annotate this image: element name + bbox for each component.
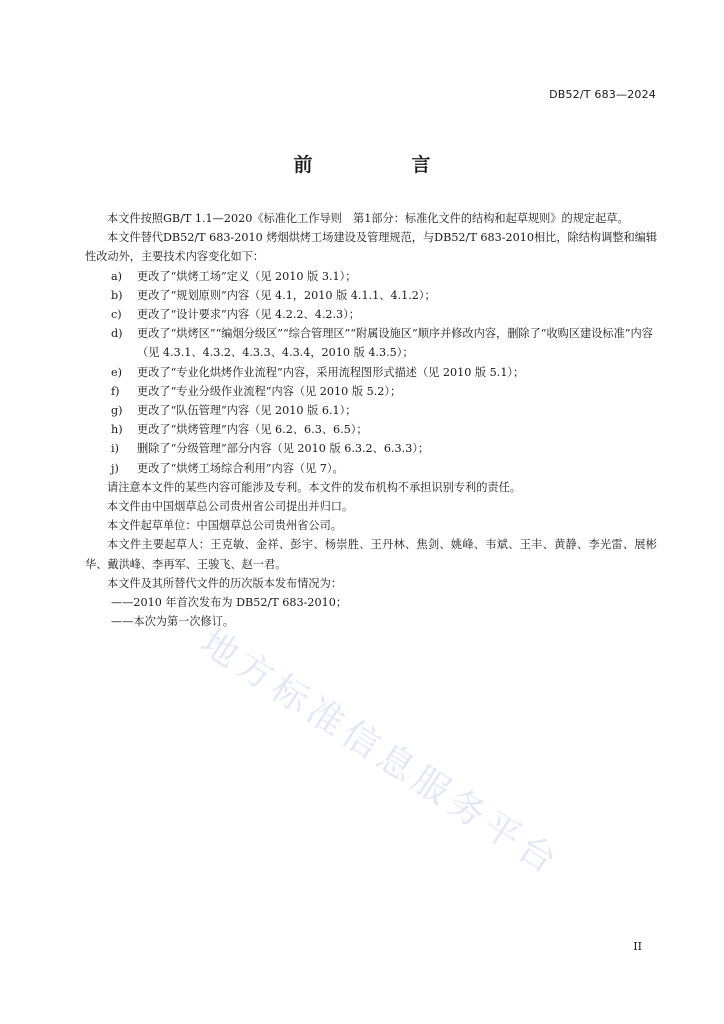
list-item-text: 更改了“队伍管理”内容（见 2010 版 6.1）；	[137, 404, 357, 418]
list-marker: a)	[111, 269, 123, 283]
list-marker: d)	[111, 327, 123, 341]
list-item	[85, 363, 657, 382]
list-item	[85, 401, 657, 420]
list-item	[85, 459, 657, 478]
list-item-text: 更改了“设计要求”内容（见 4.2.2、4.2.3）；	[137, 308, 360, 322]
list-item	[85, 324, 657, 362]
list-marker: e)	[111, 365, 122, 379]
paragraph: 本文件替代DB52/T 683-2010 烤烟烘烤工场建设及管理规范，与DB52/T 683-2010相比，除结构调整和编辑性改动外，主要技术内容变化如下：	[85, 231, 658, 264]
page-title: 前 言	[293, 154, 471, 176]
list-item	[85, 286, 657, 305]
list-item	[85, 420, 657, 439]
list-item-text: 更改了“烘烤工场综合利用”内容（见 7）。	[137, 461, 344, 475]
list-marker: c)	[111, 308, 122, 322]
history-item: ——2010 年首次发布为 DB52/T 683-2010；	[111, 596, 348, 610]
paragraph: 本文件主要起草人：王克敏、金祥、彭宇、杨崇胜、王丹林、焦剑、姚峰、韦斌、王丰、黄静、李光雷、展彬华、戴洪峰、李再军、王骏飞、赵一君。	[85, 538, 657, 571]
list-marker: i)	[111, 442, 119, 456]
document-body	[85, 209, 657, 631]
list-item-text: 删除了“分级管理”部分内容（见 2010 版 6.3.2、6.3.3）；	[137, 442, 430, 456]
list-item	[85, 305, 657, 324]
list-item	[85, 267, 657, 286]
changes-list	[85, 267, 657, 478]
list-item-text: 更改了“专业化烘烤作业流程”内容，采用流程图形式描述（见 2010 版 5.1）；	[137, 365, 525, 379]
page-number: II	[633, 940, 642, 953]
list-item-text: 更改了“专业分级作业流程”内容（见 2010 版 5.2）；	[137, 384, 402, 398]
list-marker: j)	[111, 461, 119, 475]
watermark: 地方标准信息服务平台	[193, 621, 568, 885]
paragraph: 请注意本文件的某些内容可能涉及专利。本文件的发布机构不承担识别专利的责任。	[107, 480, 521, 494]
list-marker: b)	[111, 288, 123, 302]
list-item-text: 更改了“烘烤工场”定义（见 2010 版 3.1）；	[137, 269, 357, 283]
list-marker: f)	[111, 384, 120, 398]
list-item-text: 更改了“烘烤管理”内容（见 6.2、6.3、6.5）；	[137, 423, 368, 437]
document-id: DB52/T 683—2024	[549, 88, 656, 101]
paragraph: 本文件由中国烟草总公司贵州省公司提出并归口。	[107, 500, 354, 514]
history-item: ——本次为第一次修订。	[111, 615, 235, 629]
list-marker: h)	[111, 423, 123, 437]
paragraph: 本文件及其所替代文件的历次版本发布情况为：	[107, 576, 342, 590]
list-item	[85, 382, 657, 401]
list-item	[85, 439, 657, 458]
list-item-text: 更改了“规划原则”内容（见 4.1，2010 版 4.1.1、4.1.2）；	[137, 288, 436, 302]
paragraph: 本文件起草单位：中国烟草总公司贵州省公司。	[107, 519, 342, 533]
paragraph: 本文件按照GB/T 1.1—2020《标准化工作导则 第1部分：标准化文件的结构和起草规则》的规定起草。	[107, 212, 629, 225]
list-item-text: 更改了“烘烤区”“编烟分级区”“综合管理区”“附属设施区”顺序并修改内容，删除了“收购区建设标准”内容（见 4.3.1、4.3.2、4.3.3、4.3.4，2010 版 4.3.5）；	[137, 327, 653, 360]
list-marker: g)	[111, 404, 123, 418]
